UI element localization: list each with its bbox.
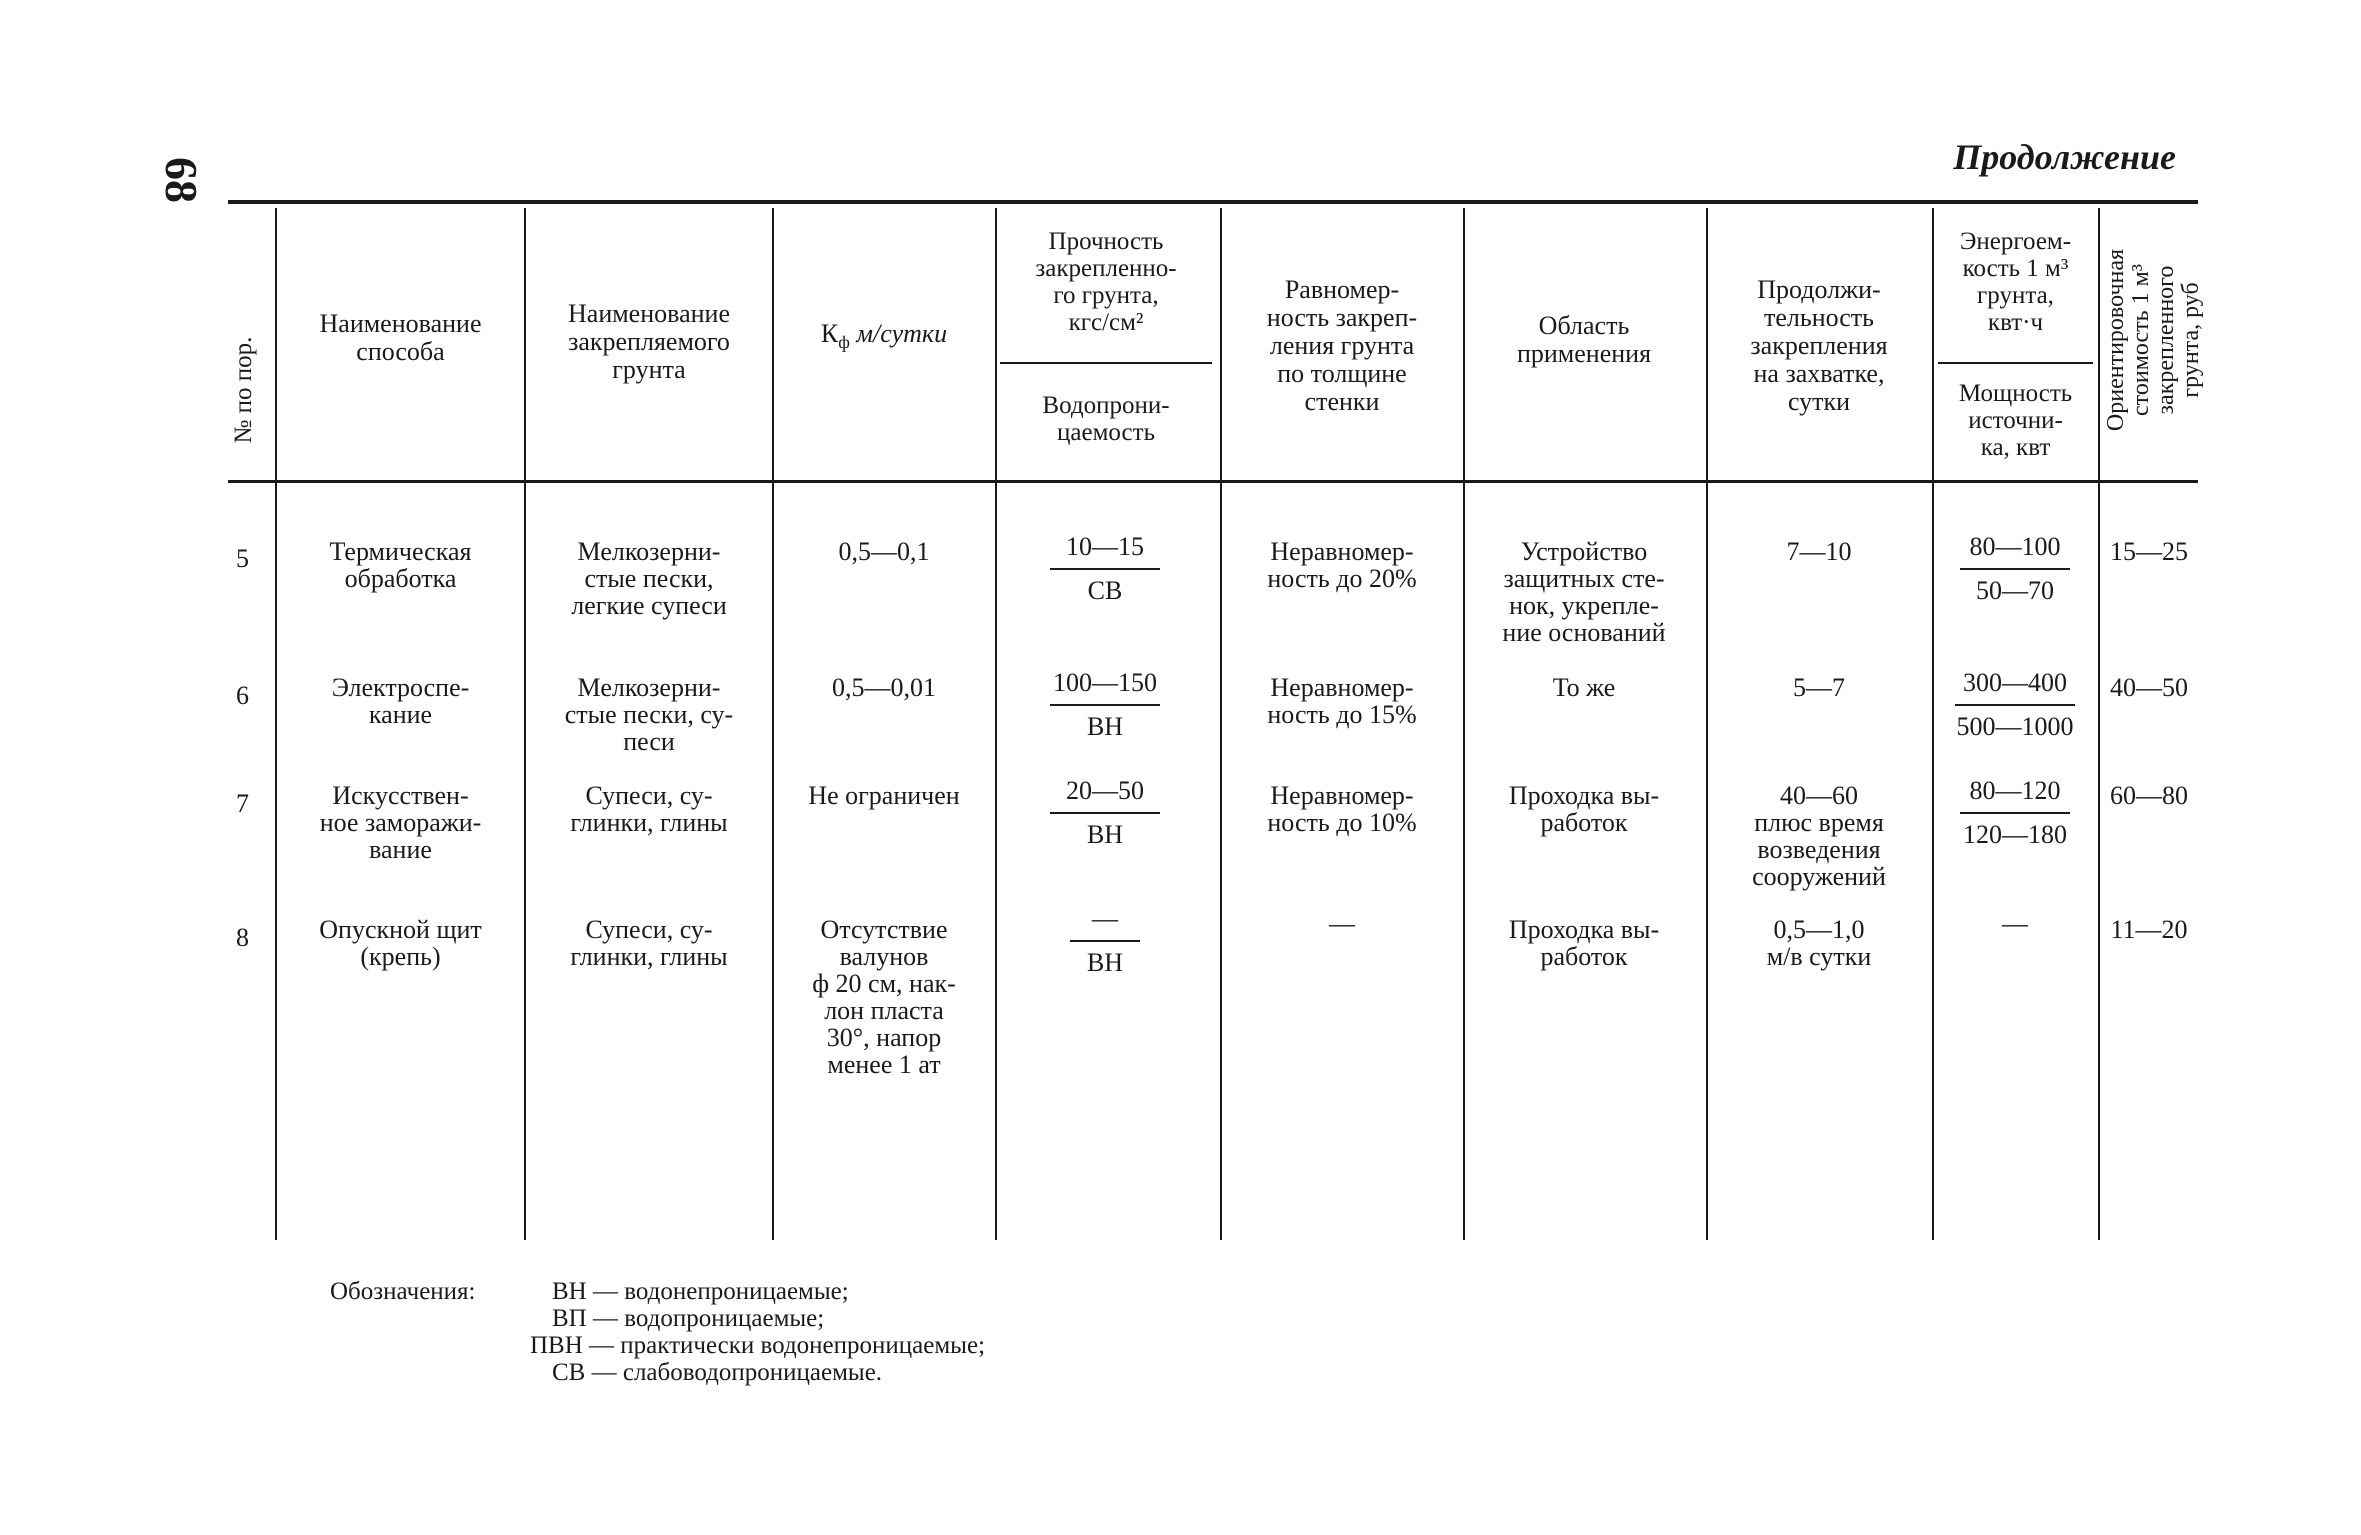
column-divider xyxy=(2098,208,2100,1240)
row-kf: Не ограничен xyxy=(808,781,960,810)
row-permeability: ВН xyxy=(1086,820,1124,849)
row-permeability: СВ xyxy=(1087,576,1123,605)
row-strength: 20—50 xyxy=(1066,776,1144,805)
row-method: Электроспе- кание xyxy=(331,673,470,729)
header-permeability: Водопрони- цаемость xyxy=(1042,392,1170,446)
row-cost: 11—20 xyxy=(2110,915,2188,944)
row-num: 7 xyxy=(236,789,249,818)
header-area: Область применения xyxy=(1516,311,1652,368)
column-divider xyxy=(275,208,277,1240)
row-strength: 100—150 xyxy=(1053,668,1157,697)
row-energy-fraction xyxy=(1945,668,2085,742)
row-soil: Супеси, су- глинки, глины xyxy=(570,781,728,837)
row-method: Опускной щит (крепь) xyxy=(319,915,482,971)
row-cost: 15—25 xyxy=(2110,537,2188,566)
strength-header-split xyxy=(1000,362,1212,364)
row-area: Проходка вы- работок xyxy=(1508,915,1660,971)
legend-item: СВ — слабоводопроницаемые. xyxy=(552,1359,883,1386)
row-power: 120—180 xyxy=(1963,820,2067,849)
row-soil: Мелкозерни- стые пески, су- песи xyxy=(564,673,734,756)
row-strength-fraction xyxy=(1040,532,1170,606)
row-uniformity: Неравномер- ность до 10% xyxy=(1267,781,1417,837)
row-method: Искусствен- ное заморажи- вание xyxy=(319,781,482,864)
legend xyxy=(330,1278,1230,1408)
row-area: То же xyxy=(1552,673,1616,702)
row-uniformity: Неравномер- ность до 20% xyxy=(1267,537,1417,593)
header-kf: $К_ф$ м/сутки xyxy=(820,319,948,353)
row-energy: — xyxy=(2002,909,2028,938)
column-divider xyxy=(995,208,997,1240)
header-method: Наименование способа xyxy=(319,309,482,366)
page-number: 68 xyxy=(156,157,208,203)
legend-item: ВП — водопроницаемые; xyxy=(552,1305,825,1332)
legend-item: ПВН — практически водонепроницаемые; xyxy=(530,1332,986,1359)
row-num: 5 xyxy=(236,544,249,573)
row-num: 8 xyxy=(236,923,249,952)
energy-header-split xyxy=(1938,362,2093,364)
header-cost: Ориентировочная стоимость 1 м³ закрепленного грунта, руб xyxy=(2103,248,2204,432)
row-duration: 5—7 xyxy=(1793,673,1845,702)
row-power: 500—1000 xyxy=(1956,712,2074,741)
header-energy: Энергоем- кость 1 м³ грунта, квт·ч xyxy=(1959,228,2072,336)
row-soil: Мелкозерни- стые пески, легкие супеси xyxy=(571,537,727,620)
header-soil: Наименование закрепляемого грунта xyxy=(568,299,730,384)
row-duration: 40—60 плюс время возведения сооружений xyxy=(1752,781,1886,891)
row-uniformity: Неравномер- ность до 15% xyxy=(1267,673,1417,729)
column-divider xyxy=(524,208,526,1240)
row-duration: 0,5—1,0 м/в сутки xyxy=(1766,915,1872,971)
row-strength-fraction xyxy=(1040,776,1170,850)
column-divider xyxy=(772,208,774,1240)
column-divider xyxy=(1932,208,1934,1240)
row-energy: 80—100 xyxy=(1969,532,2061,561)
row-num: 6 xyxy=(236,681,249,710)
row-strength-fraction xyxy=(1040,668,1170,742)
row-area: Устройство защитных сте- нок, укрепле- ние оснований xyxy=(1502,537,1666,647)
legend-item: ВН — водонепроницаемые; xyxy=(552,1278,849,1305)
row-energy: 80—120 xyxy=(1969,776,2061,805)
row-strength: — xyxy=(1092,904,1118,933)
row-area: Проходка вы- работок xyxy=(1508,781,1660,837)
row-cost: 60—80 xyxy=(2110,781,2188,810)
column-divider xyxy=(1706,208,1708,1240)
header-num: № по пор. xyxy=(230,336,257,444)
row-permeability: ВН xyxy=(1086,948,1124,977)
continuation-label: Продолжение xyxy=(1953,137,2176,177)
legend-title: Обозначения: xyxy=(330,1278,476,1305)
header-uniformity: Равномер- ность закреп- ления грунта по толщине стенки xyxy=(1266,275,1418,416)
row-kf: 0,5—0,1 xyxy=(838,537,930,566)
row-kf: Отсутствие валунов ф 20 см, нак- лон пласта 30°, напор менее 1 ат xyxy=(812,915,956,1079)
row-energy-fraction xyxy=(1945,776,2085,850)
row-kf: 0,5—0,01 xyxy=(832,673,936,702)
row-power: 50—70 xyxy=(1976,576,2054,605)
row-cost: 40—50 xyxy=(2110,673,2188,702)
table-top-rule xyxy=(228,200,2198,204)
row-permeability: ВН xyxy=(1086,712,1124,741)
row-energy: 300—400 xyxy=(1963,668,2067,697)
row-uniformity: — xyxy=(1329,909,1355,938)
row-energy-fraction xyxy=(1945,532,2085,606)
row-duration: 7—10 xyxy=(1786,537,1852,566)
header-duration: Продолжи- тельность закрепления на захватке, сутки xyxy=(1750,275,1888,416)
row-strength: 10—15 xyxy=(1066,532,1144,561)
column-divider xyxy=(1220,208,1222,1240)
row-method: Термическая обработка xyxy=(329,537,472,593)
header-strength: Прочность закрепленно- го грунта, кгс/см² xyxy=(1035,228,1177,336)
row-strength-fraction xyxy=(1040,904,1170,978)
row-soil: Супеси, су- глинки, глины xyxy=(570,915,728,971)
header-power: Мощность источни- ка, квт xyxy=(1958,380,2073,461)
column-divider xyxy=(1463,208,1465,1240)
